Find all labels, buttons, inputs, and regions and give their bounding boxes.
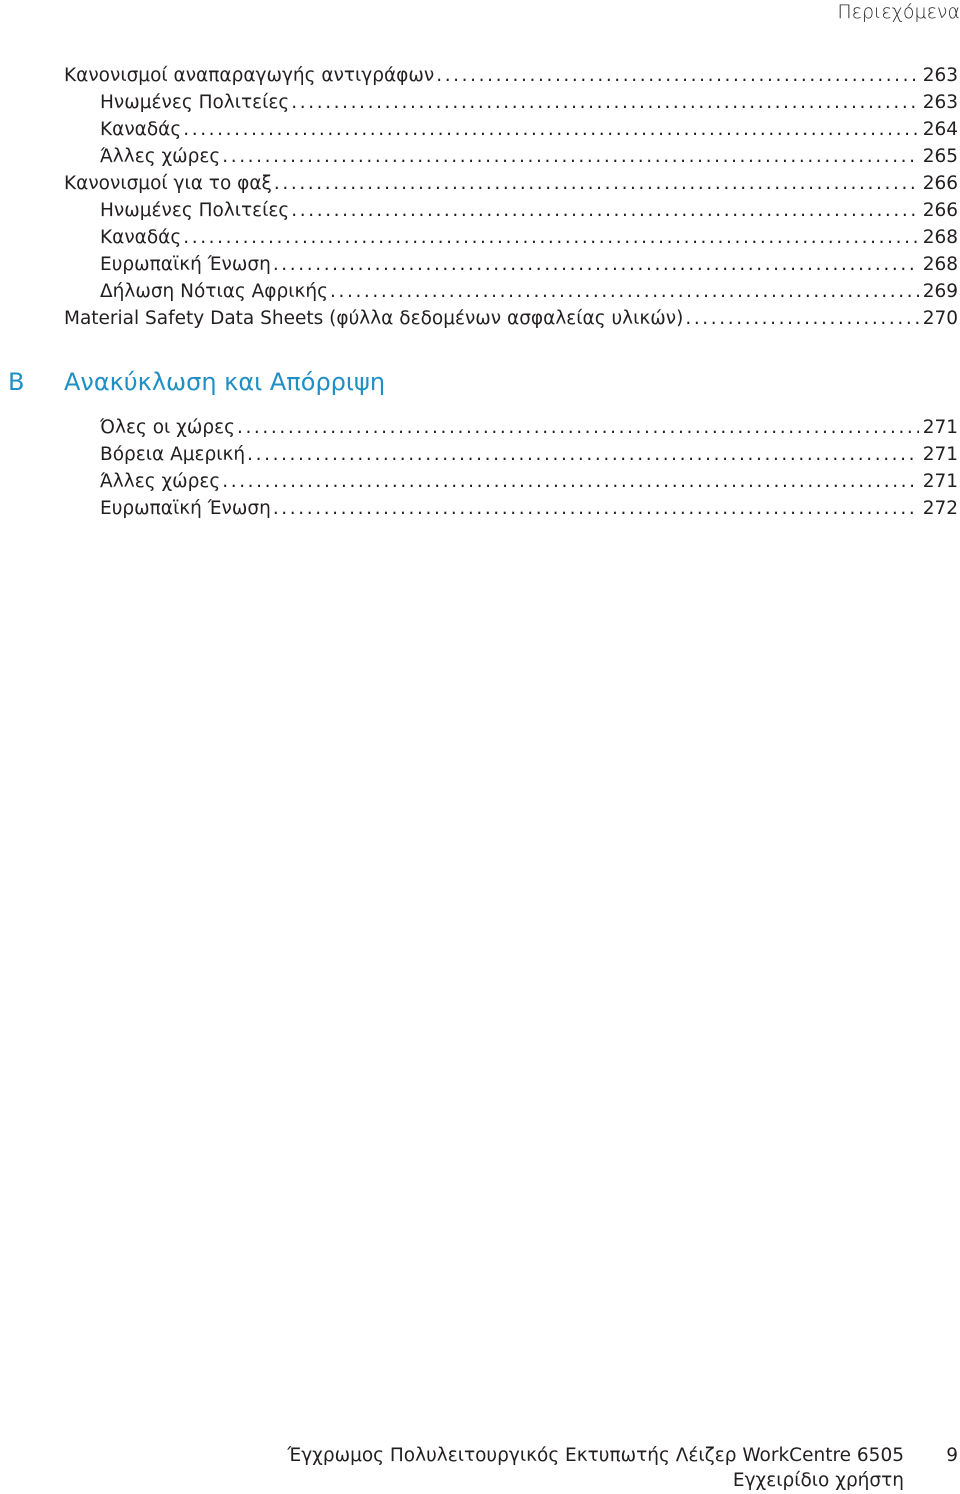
toc-dot-leader <box>291 89 918 116</box>
toc-entry[interactable] <box>64 224 958 251</box>
toc-entry[interactable] <box>64 116 958 143</box>
toc-entry[interactable] <box>64 278 958 305</box>
toc-entry-page-number: 263 <box>922 65 958 86</box>
toc-dot-leader <box>436 62 918 89</box>
toc-entry[interactable] <box>64 143 958 170</box>
toc-section-recycling <box>64 414 958 522</box>
toc-entry-page-number: 271 <box>922 417 958 438</box>
toc-dot-leader <box>183 116 918 143</box>
toc-entry[interactable] <box>64 62 958 89</box>
toc-entry-label: Όλες οι χώρες <box>100 417 235 438</box>
toc-dot-leader <box>183 224 918 251</box>
appendix-title: Ανακύκλωση και Απόρριψη <box>64 368 386 396</box>
toc-entry[interactable] <box>64 468 958 495</box>
toc-dot-leader <box>222 143 918 170</box>
toc-entry-page-number: 266 <box>922 200 958 221</box>
toc-entry-label: Ευρωπαϊκή Ένωση <box>100 254 271 275</box>
toc-entry-label: Καναδάς <box>100 119 182 140</box>
appendix-letter: B <box>8 368 25 396</box>
toc-entry-page-number: 265 <box>922 146 958 167</box>
toc-dot-leader <box>222 468 918 495</box>
toc-entry-label: Άλλες χώρες <box>100 146 221 167</box>
footer-page-number: 9 <box>946 1445 958 1466</box>
toc-entry-label: Κανονισμοί για το φαξ <box>64 173 272 194</box>
toc-entry-page-number: 266 <box>922 173 958 194</box>
toc-entry-page-number: 263 <box>922 92 958 113</box>
toc-dot-leader <box>247 441 919 468</box>
toc-entry[interactable] <box>64 414 958 441</box>
toc-entry-label: Βόρεια Αμερική <box>100 444 246 465</box>
toc-entry-page-number: 270 <box>922 308 958 329</box>
page-header-title: Περιεχόμενα <box>837 1 960 23</box>
toc-dot-leader <box>273 495 919 522</box>
toc-entry[interactable] <box>64 441 958 468</box>
toc-entry-label: Ηνωμένες Πολιτείες <box>100 200 290 221</box>
toc-dot-leader <box>330 278 919 305</box>
toc-entry[interactable] <box>64 170 958 197</box>
toc-entry-label: Δήλωση Νότιας Αφρικής <box>100 281 328 302</box>
toc-section-regulations <box>64 62 958 332</box>
toc-dot-leader <box>274 170 919 197</box>
toc-entry-page-number: 271 <box>922 444 958 465</box>
toc-entry-label: Ηνωμένες Πολιτείες <box>100 92 290 113</box>
toc-entry-page-number: 264 <box>922 119 958 140</box>
footer-document-type: Εγχειρίδιο χρήστη <box>732 1470 904 1491</box>
toc-entry-page-number: 268 <box>922 227 958 248</box>
footer-product-name: Έγχρωμος Πολυλειτουργικός Εκτυπωτής Λέιζερ WorkCentre 6505 <box>287 1445 904 1466</box>
toc-entry-label: Material Safety Data Sheets (φύλλα δεδομένων ασφαλείας υλικών) <box>64 308 684 329</box>
toc-dot-leader <box>685 305 918 332</box>
toc-entry[interactable] <box>64 495 958 522</box>
toc-entry-label: Κανονισμοί αναπαραγωγής αντιγράφων <box>64 65 435 86</box>
toc-entry[interactable] <box>64 197 958 224</box>
toc-entry-label: Καναδάς <box>100 227 182 248</box>
toc-entry[interactable] <box>64 251 958 278</box>
toc-dot-leader <box>273 251 919 278</box>
toc-entry-label: Ευρωπαϊκή Ένωση <box>100 498 271 519</box>
toc-entry-page-number: 271 <box>922 471 958 492</box>
toc-entry-label: Άλλες χώρες <box>100 471 221 492</box>
toc-dot-leader <box>237 414 919 441</box>
toc-entry[interactable] <box>64 305 958 332</box>
toc-dot-leader <box>291 197 918 224</box>
toc-entry-page-number: 268 <box>922 254 958 275</box>
toc-entry-page-number: 272 <box>922 498 958 519</box>
toc-entry-page-number: 269 <box>922 281 958 302</box>
toc-entry[interactable] <box>64 89 958 116</box>
